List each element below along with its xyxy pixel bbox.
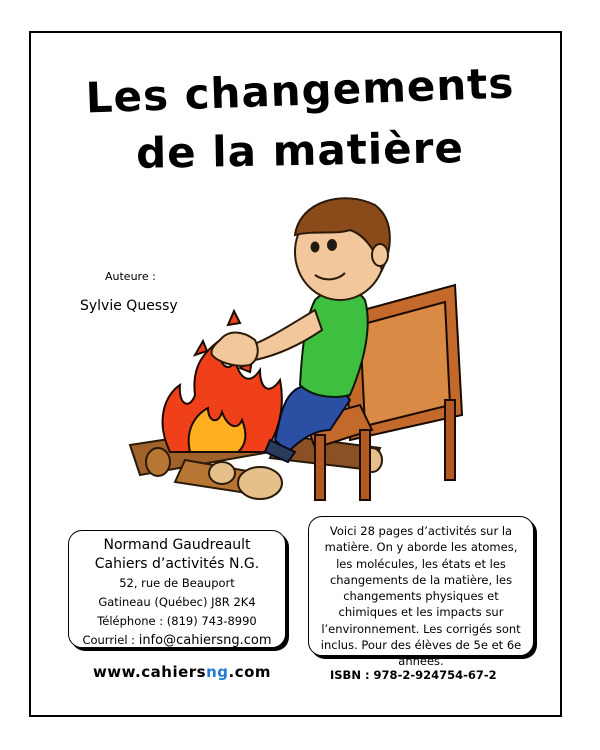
author-name: Sylvie Quessy xyxy=(80,298,178,314)
website-prefix: www.cahiers xyxy=(92,663,207,681)
title-line-1: Les changements xyxy=(84,58,516,123)
website-suffix: .com xyxy=(228,663,272,681)
contact-phone: Téléphone : (819) 743-8990 xyxy=(97,614,257,628)
contact-company: Cahiers d’activités N.G. xyxy=(94,556,260,572)
description-text: Voici 28 pages d’activités sur la matière. On y aborde les atomes, les molécules, les états et les changements de la matière, les changements physiques et chimiques et les impacts sur l’environnement. Les corrigés sont inclus. Pour des élèves de 5e et 6e années. xyxy=(320,524,522,669)
contact-email-line xyxy=(69,631,285,650)
description-box xyxy=(308,516,534,669)
head xyxy=(295,198,390,300)
website-highlight: ng xyxy=(206,663,229,681)
isbn: ISBN : 978-2-924754-67-2 xyxy=(330,668,497,682)
email-label: Courriel : xyxy=(82,633,139,647)
contact-city: Gatineau (Québec) J8R 2K4 xyxy=(98,595,256,609)
contact-email-link[interactable]: info@cahiersng.com xyxy=(138,633,272,648)
contact-name: Normand Gaudreault xyxy=(103,537,251,553)
title-line-2: de la matière xyxy=(135,123,465,178)
contact-box xyxy=(68,530,286,648)
website-link[interactable] xyxy=(82,663,282,681)
author-label: Auteure : xyxy=(105,270,156,283)
boy-by-campfire-illustration xyxy=(110,190,490,510)
fire xyxy=(163,311,282,452)
contact-street: 52, rue de Beauport xyxy=(119,576,235,590)
